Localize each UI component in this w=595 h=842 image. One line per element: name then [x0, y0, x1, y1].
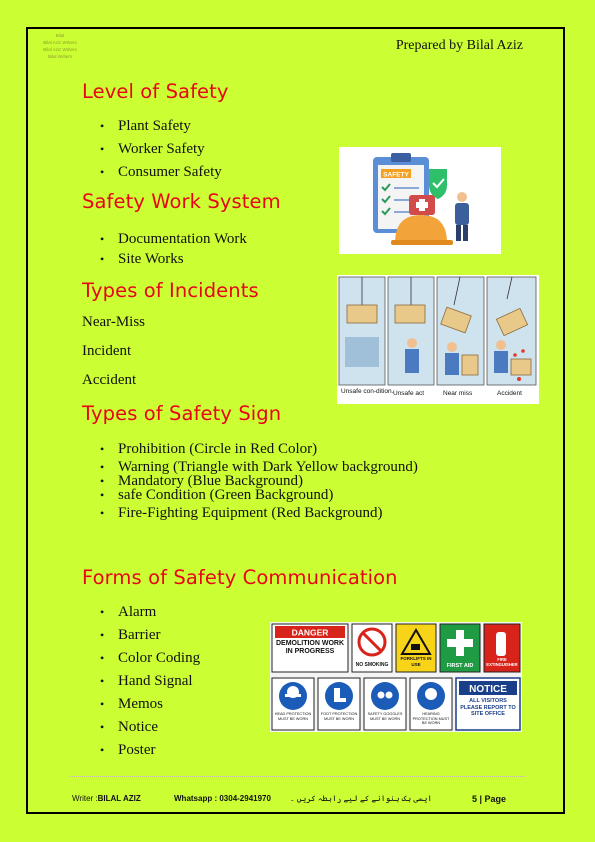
list-item: • Hand Signal: [82, 670, 200, 693]
clipboard-badge: SAFETY: [383, 171, 409, 179]
sign-notice-text: ALL VISITORS PLEASE REPORT TO SITE OFFICE: [460, 698, 516, 717]
prepared-by: Prepared by Bilal Aziz: [395, 38, 523, 53]
sign-notice: NOTICE: [469, 684, 507, 695]
footer-page-number: 5 | Page: [472, 794, 507, 804]
heading-types-of-safety-sign: Types of Safety Sign: [82, 402, 282, 425]
safety-signs-image: [270, 622, 522, 732]
list-item: • Consumer Safety: [82, 161, 222, 184]
sign-head-protection: HEAD PROTECTION MUST BE WORN: [274, 712, 312, 721]
sign-fire-extinguisher: FIRE EXTINGUISHER: [486, 657, 518, 667]
list-item: • safe Condition (Green Background): [82, 488, 418, 502]
list-item: • Worker Safety: [82, 138, 222, 161]
sign-first-aid: FIRST AID: [446, 663, 474, 669]
list-level-of-safety: [82, 115, 222, 184]
incident-type-incident: Incident: [82, 343, 132, 359]
footer-whatsapp: Whatsapp : 0304-2941970: [174, 794, 271, 803]
list-item: • Memos: [82, 693, 200, 716]
sign-safety-goggles: SAFETY GOGGLES MUST BE WORN: [367, 712, 403, 721]
list-types-of-safety-sign: [82, 442, 418, 520]
list-item: • Plant Safety: [82, 115, 222, 138]
caption-unsafe-condition: Unsafe con-dition.: [341, 388, 394, 395]
list-item: • Mandatory (Blue Background): [82, 474, 418, 488]
footer-divider: [70, 776, 525, 777]
incident-type-near-miss: Near-Miss: [82, 314, 146, 330]
sign-forklifts: FORKLIFTS IN USE: [400, 656, 432, 667]
incident-type-accident: Accident: [82, 372, 137, 388]
sign-foot-protection: FOOT PROTECTION MUST BE WORN: [320, 712, 358, 721]
sign-danger: DANGER: [291, 627, 329, 638]
heading-safety-work-system: Safety Work System: [82, 190, 281, 213]
footer-writer: Writer :BILAL AZIZ: [72, 794, 141, 803]
list-item: • Barrier: [82, 624, 200, 647]
list-item: • Alarm: [82, 601, 200, 624]
incident-panels-image: [337, 275, 539, 404]
watermark: Bilal Bilal Aziz Writers Bilal Aziz Writers Bilal Writers: [43, 33, 77, 59]
list-item: • Color Coding: [82, 647, 200, 670]
heading-level-of-safety: Level of Safety: [82, 80, 229, 103]
sign-danger-text: DEMOLITION WORK IN PROGRESS: [275, 640, 345, 655]
heading-forms-of-safety-communication: Forms of Safety Communication: [82, 566, 398, 589]
list-item: • Fire-Fighting Equipment (Red Background): [82, 506, 418, 520]
list-item: • Prohibition (Circle in Red Color): [82, 442, 418, 456]
heading-types-of-incidents: Types of Incidents: [82, 279, 259, 302]
safety-clipboard-image: [339, 147, 501, 254]
list-forms-of-safety-communication: [82, 601, 200, 762]
caption-near-miss: Near miss: [443, 390, 473, 397]
list-item: • Poster: [82, 739, 200, 762]
caption-unsafe-act: Unsafe act: [393, 390, 425, 397]
footer-urdu-note: ایسی بک بنوانے کے لیے رابطہ کریں ۔: [290, 794, 433, 803]
list-safety-work-system: [82, 229, 247, 269]
list-item: • Documentation Work: [82, 229, 247, 249]
caption-accident: Accident: [497, 390, 522, 397]
list-item: • Site Works: [82, 249, 247, 269]
list-item: • Notice: [82, 716, 200, 739]
list-item: • Warning (Triangle with Dark Yellow background): [82, 460, 418, 474]
sign-hearing-protection: HEARING PROTECTION MUST BE WORN: [412, 712, 450, 725]
sign-no-smoking: NO SMOKING: [355, 662, 389, 668]
